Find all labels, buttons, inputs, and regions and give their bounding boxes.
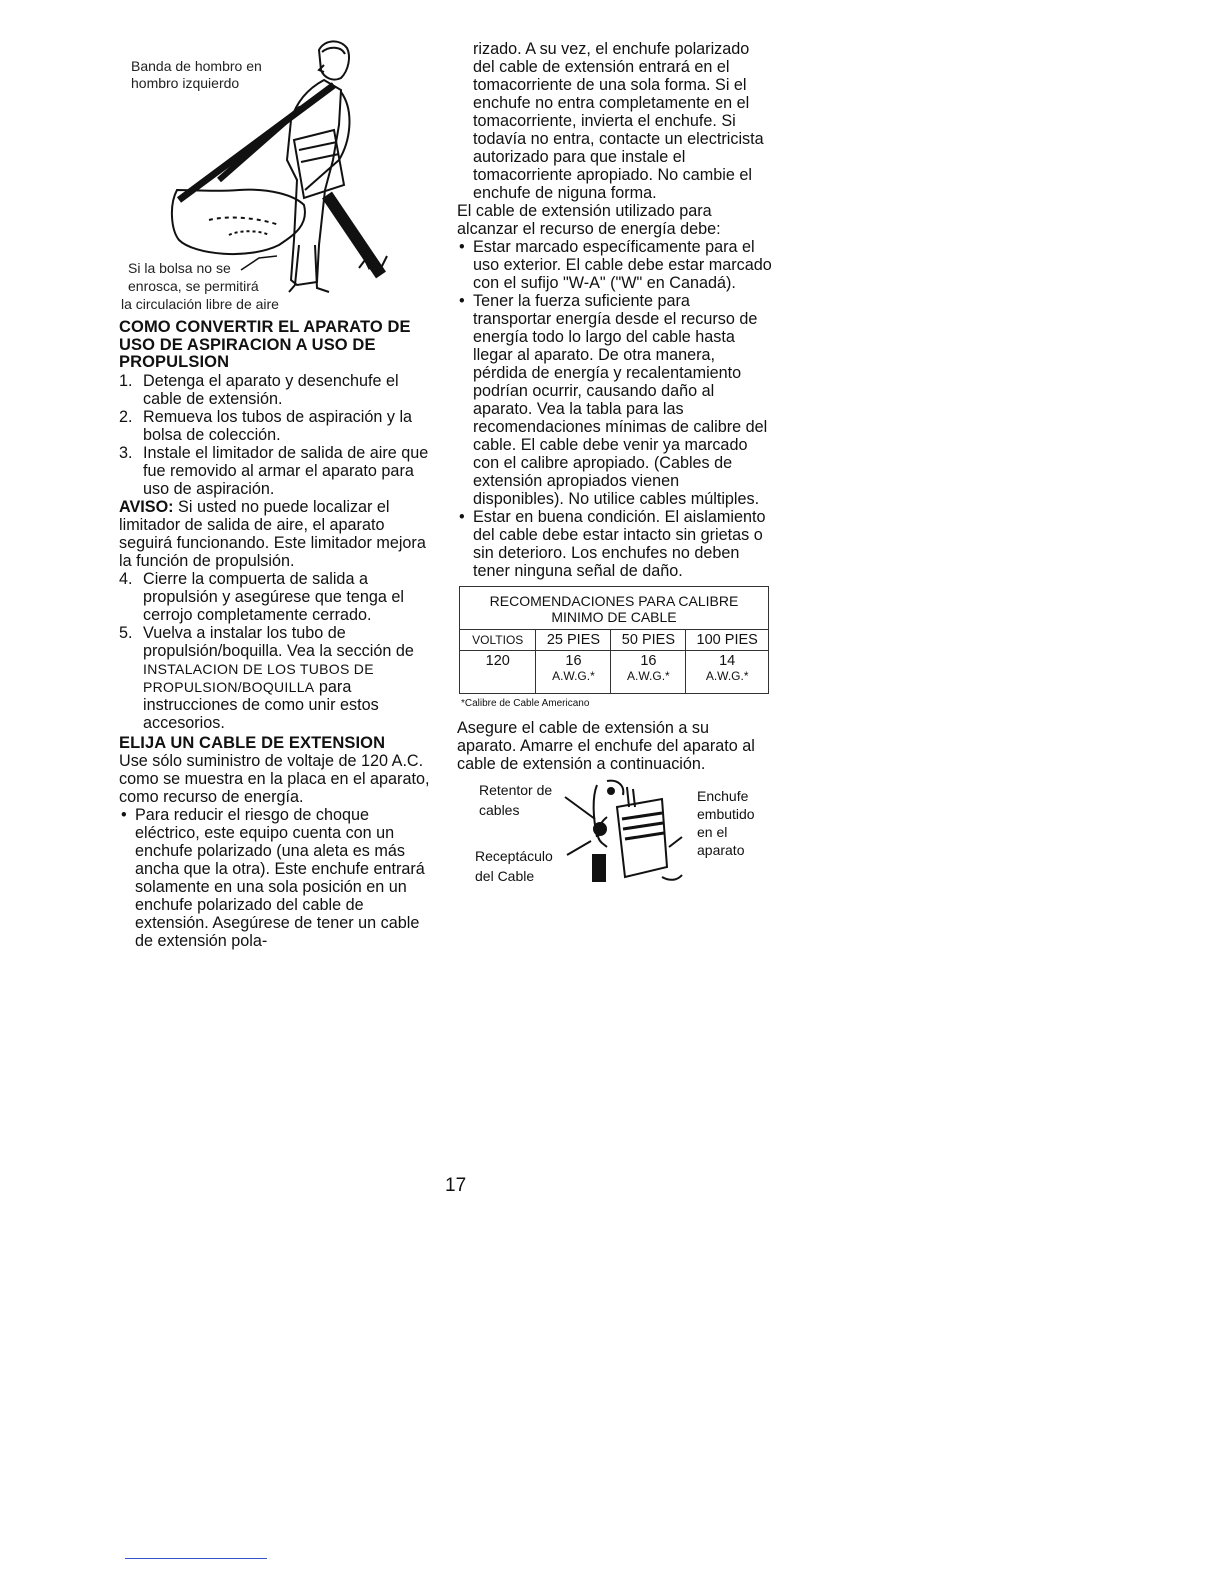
gauge-value: 14 <box>719 653 736 669</box>
column-header: VOLTIOS <box>460 630 536 651</box>
gauge-unit: A.W.G.* <box>705 669 749 683</box>
bag-caption-line2: enrosca, se permitirá <box>128 278 259 294</box>
bullet-text: Estar marcado específicamente para el uso exterior. El cable debe estar marcado con el sufijo "W-A" ("W" en Canadá). <box>473 238 772 292</box>
convert-heading-line3: PROPULSION <box>119 353 230 371</box>
cord-retainer-figure <box>457 777 772 895</box>
extension-cord-intro: Use sólo suministro de voltaje de 120 A.C. como se muestra en la placa en el aparato, como recurso de energía. <box>119 752 430 806</box>
cable-requirements-list <box>457 238 772 580</box>
list-item <box>457 238 772 292</box>
gauge-cell <box>611 651 686 694</box>
bag-caption-line1: Si la bolsa no se <box>128 260 231 276</box>
table-title: RECOMENDACIONES PARA CALIBRE MINIMO DE CABLE <box>460 587 769 630</box>
extension-cord-heading: ELIJA UN CABLE DE EXTENSION <box>119 733 386 752</box>
plug-label-line2: embutido <box>697 806 755 822</box>
bullet-icon: • <box>459 508 465 526</box>
receptacle-label-line2: del Cable <box>475 868 535 884</box>
bullet-text: Para reducir el riesgo de choque eléctrico, este equipo cuenta con un enchufe polarizado (una aleta es más ancha que la otra). Este enchufe entrará solamente en una sola posición en un enchufe polarizado del cable de extensión. Asegúrese de tener un cable de extensión pola- <box>135 806 425 950</box>
page-number: 17 <box>445 1175 467 1196</box>
notice-label: AVISO: <box>119 497 174 516</box>
plug-label-line3: en el <box>697 824 728 840</box>
section-reference: INSTALACION DE LOS TUBOS DE PROPULSION/BOQUILLA <box>143 660 374 695</box>
column-header: 25 PIES <box>536 630 611 651</box>
gauge-value: 16 <box>565 653 582 669</box>
bullet-icon: • <box>121 806 127 824</box>
gauge-cell <box>536 651 611 694</box>
convert-steps-list-2 <box>119 570 434 732</box>
step-text: Remueva los tubos de aspiración y la bolsa de colección. <box>143 407 413 444</box>
voltage-cell: 120 <box>460 651 536 694</box>
convert-heading-line1: COMO CONVERTIR EL APARATO DE <box>119 318 411 336</box>
list-item <box>119 408 434 444</box>
step-text: Instale el limitador de salida de aire que fue removido al armar el aparato para uso de aspiración. <box>143 443 429 498</box>
bullet-text: Tener la fuerza suficiente para transportar energía desde el recurso de energía todo lo largo del cable hasta llegar al aparato. De otra manera, pérdida de energía y recalentamiento podrían ocurrir, causando daño al aparato. Vea la tabla para las recomendaciones mínimas de calibre del cable. El cable debe venir ya marcado con el calibre apropiado. (Cables de extensión apropiados vienen disponibles). No utilice cables múltiples. <box>473 292 768 508</box>
bullet-icon: • <box>459 292 465 310</box>
bag-caption-line3: la circulación libre de aire <box>121 296 279 312</box>
bullet-text: Estar en buena condición. El aislamiento del cable debe estar intacto sin grietas o sin deterioro. Los enchufes no deben tener ninguna señal de daño. <box>473 508 766 580</box>
column-header: 100 PIES <box>686 630 769 651</box>
shoulder-strap-figure <box>119 30 434 315</box>
step-text: Vuelva a instalar los tubo de propulsión/boquilla. Vea la sección de <box>143 623 414 660</box>
table-footnote: *Calibre de Cable Americano <box>461 698 590 709</box>
list-item <box>457 508 772 580</box>
cable-requirements-intro: El cable de extensión utilizado para alcanzar el recurso de energía debe: <box>457 202 721 238</box>
step-number: 1. <box>119 371 133 390</box>
polarized-continuation: rizado. A su vez, el enchufe polarizado del cable de extensión entrará en el tomacorriente de una sola forma. Si el enchufe no entra completamente en el tomacorriente, invierta el enchufe. Si todavía no entra, contacte un electricista autorizado para que instale el tomacorriente apropiado. No cambie el enchufe de niguna forma. <box>473 40 764 202</box>
left-column <box>119 30 434 950</box>
list-item <box>119 624 434 732</box>
step-number: 5. <box>119 623 133 642</box>
gauge-unit: A.W.G.* <box>552 669 595 683</box>
notice-paragraph <box>119 498 434 570</box>
plug-label-line4: aparato <box>697 842 745 858</box>
table-header-row <box>460 630 769 651</box>
step-number: 2. <box>119 407 133 426</box>
polarized-bullet-list <box>119 806 434 950</box>
column-header: 50 PIES <box>611 630 686 651</box>
step-text: Detenga el aparato y desenchufe el cable de extensión. <box>143 371 399 408</box>
list-item <box>119 806 434 950</box>
right-column <box>457 40 772 895</box>
gauge-cell <box>686 651 769 694</box>
notice-text: Si usted no puede localizar el limitador de salida de aire, el aparato seguirá funcionando. Este limitador mejora la función de propulsión. <box>119 497 426 570</box>
shoulder-strap-caption: Banda de hombro en hombro izquierdo <box>131 58 262 91</box>
list-item <box>457 292 772 508</box>
step-number: 3. <box>119 443 133 462</box>
retainer-label-line2: cables <box>479 802 520 818</box>
step-text-tail: para instrucciones de como unir estos accesorios. <box>143 677 379 732</box>
plug-label-line1: Enchufe <box>697 788 749 804</box>
list-item <box>119 444 434 498</box>
convert-steps-list <box>119 372 434 498</box>
convert-heading-line2: USO DE ASPIRACION A USO DE <box>119 335 376 354</box>
retainer-label-line1: Retentor de <box>479 782 553 798</box>
bottom-rule <box>125 1558 267 1559</box>
gauge-value: 16 <box>640 653 657 669</box>
receptacle-label-line1: Receptáculo <box>475 848 553 864</box>
step-number: 4. <box>119 569 133 588</box>
list-item <box>119 570 434 624</box>
bullet-icon: • <box>459 238 465 256</box>
list-item <box>119 372 434 408</box>
table-row <box>460 651 769 694</box>
gauge-unit: A.W.G.* <box>627 669 670 683</box>
step-text: Cierre la compuerta de salida a propulsión y asegúrese que tenga el cerrojo completamente cerrado. <box>143 569 404 624</box>
secure-cord-paragraph: Asegure el cable de extensión a su aparato. Amarre el enchufe del aparato al cable de extensión a continuación. <box>457 719 755 773</box>
cable-gauge-table <box>459 586 769 694</box>
convert-heading <box>119 319 434 372</box>
